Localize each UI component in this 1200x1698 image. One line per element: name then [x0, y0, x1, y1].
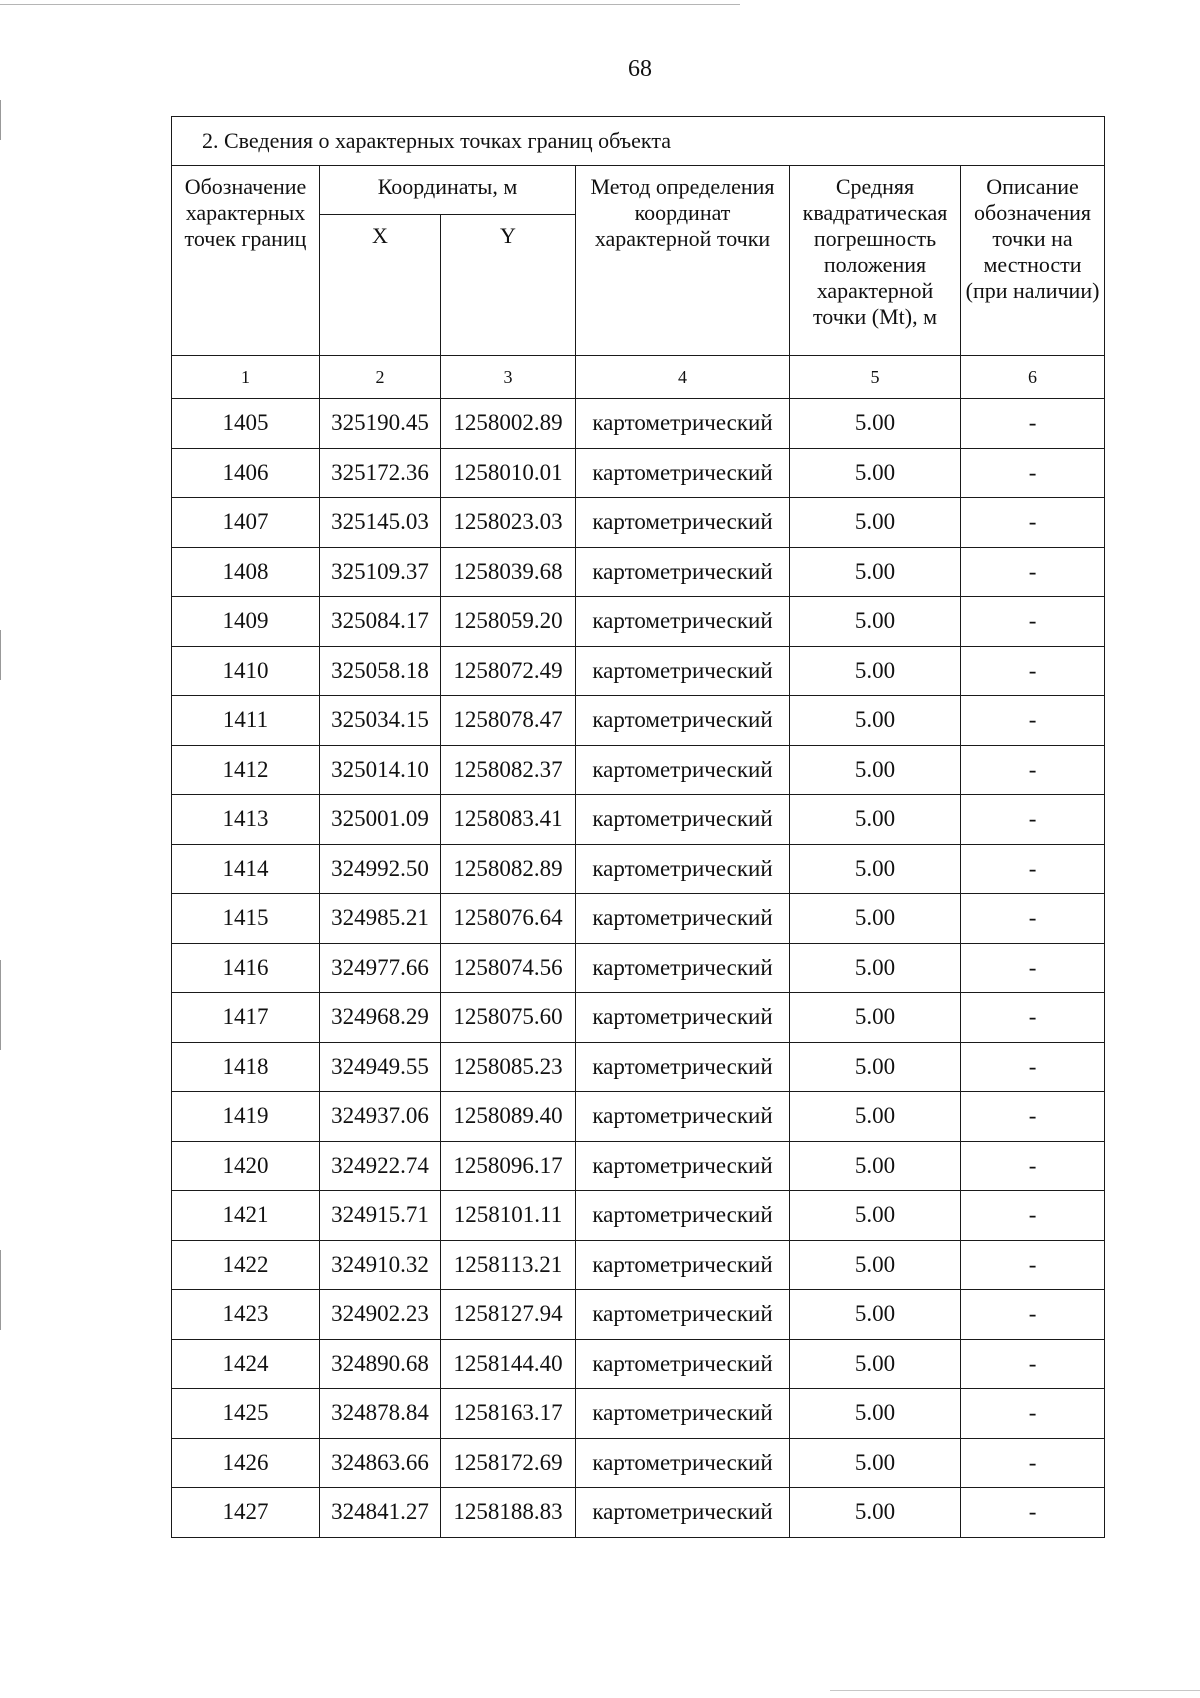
cell-error: 5.00	[790, 844, 961, 894]
cell-method: картометрический	[576, 943, 790, 993]
scan-edge-line-top	[0, 4, 740, 5]
scan-margin-mark	[0, 1250, 1, 1330]
cell-method: картометрический	[576, 1191, 790, 1241]
cell-method: картометрический	[576, 646, 790, 696]
cell-method: картометрический	[576, 1141, 790, 1191]
cell-x: 324915.71	[320, 1191, 441, 1241]
cell-y: 1258072.49	[441, 646, 576, 696]
cell-y: 1258188.83	[441, 1488, 576, 1538]
cell-method: картометрический	[576, 844, 790, 894]
cell-x: 325109.37	[320, 547, 441, 597]
cell-description: -	[961, 1092, 1105, 1142]
cell-description: -	[961, 1191, 1105, 1241]
cell-method: картометрический	[576, 1438, 790, 1488]
cell-point-id: 1427	[172, 1488, 320, 1538]
cell-description: -	[961, 597, 1105, 647]
scan-margin-mark	[0, 100, 1, 140]
cell-description: -	[961, 547, 1105, 597]
column-number: 2	[320, 356, 441, 399]
cell-y: 1258074.56	[441, 943, 576, 993]
column-number: 6	[961, 356, 1105, 399]
cell-x: 324985.21	[320, 894, 441, 944]
cell-x: 325014.10	[320, 745, 441, 795]
cell-method: картометрический	[576, 399, 790, 449]
cell-description: -	[961, 646, 1105, 696]
cell-point-id: 1411	[172, 696, 320, 746]
cell-error: 5.00	[790, 597, 961, 647]
cell-description: -	[961, 795, 1105, 845]
cell-error: 5.00	[790, 1042, 961, 1092]
cell-method: картометрический	[576, 448, 790, 498]
table-row	[172, 1389, 1105, 1439]
header-y: Y	[441, 215, 576, 356]
cell-x: 324922.74	[320, 1141, 441, 1191]
cell-y: 1258083.41	[441, 795, 576, 845]
cell-description: -	[961, 1240, 1105, 1290]
cell-point-id: 1410	[172, 646, 320, 696]
cell-y: 1258082.89	[441, 844, 576, 894]
cell-point-id: 1416	[172, 943, 320, 993]
scan-margin-mark	[0, 630, 1, 680]
cell-description: -	[961, 1042, 1105, 1092]
cell-error: 5.00	[790, 448, 961, 498]
table-row	[172, 1339, 1105, 1389]
cell-point-id: 1406	[172, 448, 320, 498]
cell-error: 5.00	[790, 1191, 961, 1241]
cell-error: 5.00	[790, 943, 961, 993]
cell-point-id: 1418	[172, 1042, 320, 1092]
cell-method: картометрический	[576, 993, 790, 1043]
header-description: Описание обозначения точки на местности (при наличии)	[961, 166, 1105, 356]
cell-x: 324878.84	[320, 1389, 441, 1439]
cell-method: картометрический	[576, 795, 790, 845]
cell-error: 5.00	[790, 1141, 961, 1191]
cell-description: -	[961, 943, 1105, 993]
cell-description: -	[961, 1438, 1105, 1488]
cell-point-id: 1415	[172, 894, 320, 944]
column-number: 5	[790, 356, 961, 399]
scan-edge-line-bottom	[830, 1690, 1200, 1691]
cell-point-id: 1422	[172, 1240, 320, 1290]
cell-description: -	[961, 1339, 1105, 1389]
cell-y: 1258172.69	[441, 1438, 576, 1488]
cell-y: 1258089.40	[441, 1092, 576, 1142]
cell-x: 325145.03	[320, 498, 441, 548]
table-row	[172, 498, 1105, 548]
table-row	[172, 1240, 1105, 1290]
cell-y: 1258076.64	[441, 894, 576, 944]
table-row	[172, 547, 1105, 597]
cell-point-id: 1424	[172, 1339, 320, 1389]
header-method: Метод определения координат характерной точки	[576, 166, 790, 356]
table-row	[172, 597, 1105, 647]
cell-description: -	[961, 1389, 1105, 1439]
cell-error: 5.00	[790, 1290, 961, 1340]
cell-method: картометрический	[576, 1290, 790, 1340]
cell-y: 1258010.01	[441, 448, 576, 498]
table-body	[172, 356, 1105, 1538]
cell-y: 1258163.17	[441, 1389, 576, 1439]
cell-error: 5.00	[790, 399, 961, 449]
scan-margin-mark	[0, 960, 1, 1050]
cell-error: 5.00	[790, 894, 961, 944]
cell-x: 324902.23	[320, 1290, 441, 1340]
cell-method: картометрический	[576, 894, 790, 944]
cell-method: картометрический	[576, 1488, 790, 1538]
cell-x: 324977.66	[320, 943, 441, 993]
cell-error: 5.00	[790, 993, 961, 1043]
cell-point-id: 1414	[172, 844, 320, 894]
cell-description: -	[961, 448, 1105, 498]
cell-point-id: 1425	[172, 1389, 320, 1439]
cell-point-id: 1407	[172, 498, 320, 548]
table-row	[172, 943, 1105, 993]
cell-y: 1258127.94	[441, 1290, 576, 1340]
table-row	[172, 399, 1105, 449]
cell-x: 324949.55	[320, 1042, 441, 1092]
cell-x: 324992.50	[320, 844, 441, 894]
cell-method: картометрический	[576, 1389, 790, 1439]
cell-x: 324968.29	[320, 993, 441, 1043]
cell-point-id: 1412	[172, 745, 320, 795]
cell-method: картометрический	[576, 745, 790, 795]
cell-error: 5.00	[790, 1438, 961, 1488]
table-row	[172, 1438, 1105, 1488]
cell-method: картометрический	[576, 1092, 790, 1142]
cell-description: -	[961, 696, 1105, 746]
cell-description: -	[961, 498, 1105, 548]
cell-error: 5.00	[790, 696, 961, 746]
cell-y: 1258023.03	[441, 498, 576, 548]
cell-y: 1258075.60	[441, 993, 576, 1043]
table-row	[172, 646, 1105, 696]
cell-error: 5.00	[790, 745, 961, 795]
cell-point-id: 1413	[172, 795, 320, 845]
header-x: X	[320, 215, 441, 356]
cell-point-id: 1419	[172, 1092, 320, 1142]
cell-y: 1258002.89	[441, 399, 576, 449]
table-row	[172, 1488, 1105, 1538]
table-row	[172, 1141, 1105, 1191]
table-row	[172, 844, 1105, 894]
cell-error: 5.00	[790, 547, 961, 597]
cell-y: 1258085.23	[441, 1042, 576, 1092]
column-number: 4	[576, 356, 790, 399]
cell-x: 325172.36	[320, 448, 441, 498]
header-designation: Обозначение характерных точек границ	[172, 166, 320, 356]
cell-y: 1258144.40	[441, 1339, 576, 1389]
cell-x: 324841.27	[320, 1488, 441, 1538]
table-row	[172, 795, 1105, 845]
table-row	[172, 1042, 1105, 1092]
cell-description: -	[961, 399, 1105, 449]
cell-error: 5.00	[790, 646, 961, 696]
table-row	[172, 1092, 1105, 1142]
cell-error: 5.00	[790, 1240, 961, 1290]
cell-x: 324910.32	[320, 1240, 441, 1290]
cell-method: картометрический	[576, 547, 790, 597]
cell-x: 325001.09	[320, 795, 441, 845]
cell-x: 324937.06	[320, 1092, 441, 1142]
cell-x: 325058.18	[320, 646, 441, 696]
cell-y: 1258101.11	[441, 1191, 576, 1241]
cell-point-id: 1426	[172, 1438, 320, 1488]
cell-y: 1258096.17	[441, 1141, 576, 1191]
cell-point-id: 1408	[172, 547, 320, 597]
cell-x: 324890.68	[320, 1339, 441, 1389]
cell-y: 1258039.68	[441, 547, 576, 597]
cell-x: 325084.17	[320, 597, 441, 647]
cell-y: 1258059.20	[441, 597, 576, 647]
cell-y: 1258113.21	[441, 1240, 576, 1290]
cell-error: 5.00	[790, 498, 961, 548]
column-number: 3	[441, 356, 576, 399]
cell-description: -	[961, 844, 1105, 894]
boundary-points-table	[171, 116, 1105, 1538]
cell-description: -	[961, 993, 1105, 1043]
cell-point-id: 1423	[172, 1290, 320, 1340]
cell-error: 5.00	[790, 1092, 961, 1142]
cell-description: -	[961, 1290, 1105, 1340]
page-number: 68	[628, 56, 652, 82]
cell-method: картометрический	[576, 498, 790, 548]
cell-description: -	[961, 894, 1105, 944]
table-row	[172, 993, 1105, 1043]
cell-error: 5.00	[790, 1488, 961, 1538]
cell-error: 5.00	[790, 1389, 961, 1439]
cell-method: картометрический	[576, 1339, 790, 1389]
cell-method: картометрический	[576, 696, 790, 746]
cell-point-id: 1420	[172, 1141, 320, 1191]
cell-error: 5.00	[790, 1339, 961, 1389]
column-number-row	[172, 356, 1105, 399]
cell-point-id: 1421	[172, 1191, 320, 1241]
cell-description: -	[961, 1488, 1105, 1538]
cell-y: 1258078.47	[441, 696, 576, 746]
cell-x: 324863.66	[320, 1438, 441, 1488]
table-row	[172, 745, 1105, 795]
table-row	[172, 894, 1105, 944]
cell-point-id: 1417	[172, 993, 320, 1043]
cell-error: 5.00	[790, 795, 961, 845]
cell-method: картометрический	[576, 597, 790, 647]
cell-y: 1258082.37	[441, 745, 576, 795]
cell-x: 325190.45	[320, 399, 441, 449]
cell-description: -	[961, 1141, 1105, 1191]
cell-description: -	[961, 745, 1105, 795]
table-row	[172, 1191, 1105, 1241]
table-row	[172, 696, 1105, 746]
column-number: 1	[172, 356, 320, 399]
table-row	[172, 1290, 1105, 1340]
header-error: Средняя квадратическая погрешность положения характерной точки (Mt), м	[790, 166, 961, 356]
cell-method: картометрический	[576, 1240, 790, 1290]
cell-method: картометрический	[576, 1042, 790, 1092]
header-coordinates: Координаты, м	[320, 166, 576, 215]
cell-point-id: 1409	[172, 597, 320, 647]
table-row	[172, 448, 1105, 498]
cell-x: 325034.15	[320, 696, 441, 746]
table-title: 2. Сведения о характерных точках границ объекта	[172, 117, 1105, 166]
cell-point-id: 1405	[172, 399, 320, 449]
